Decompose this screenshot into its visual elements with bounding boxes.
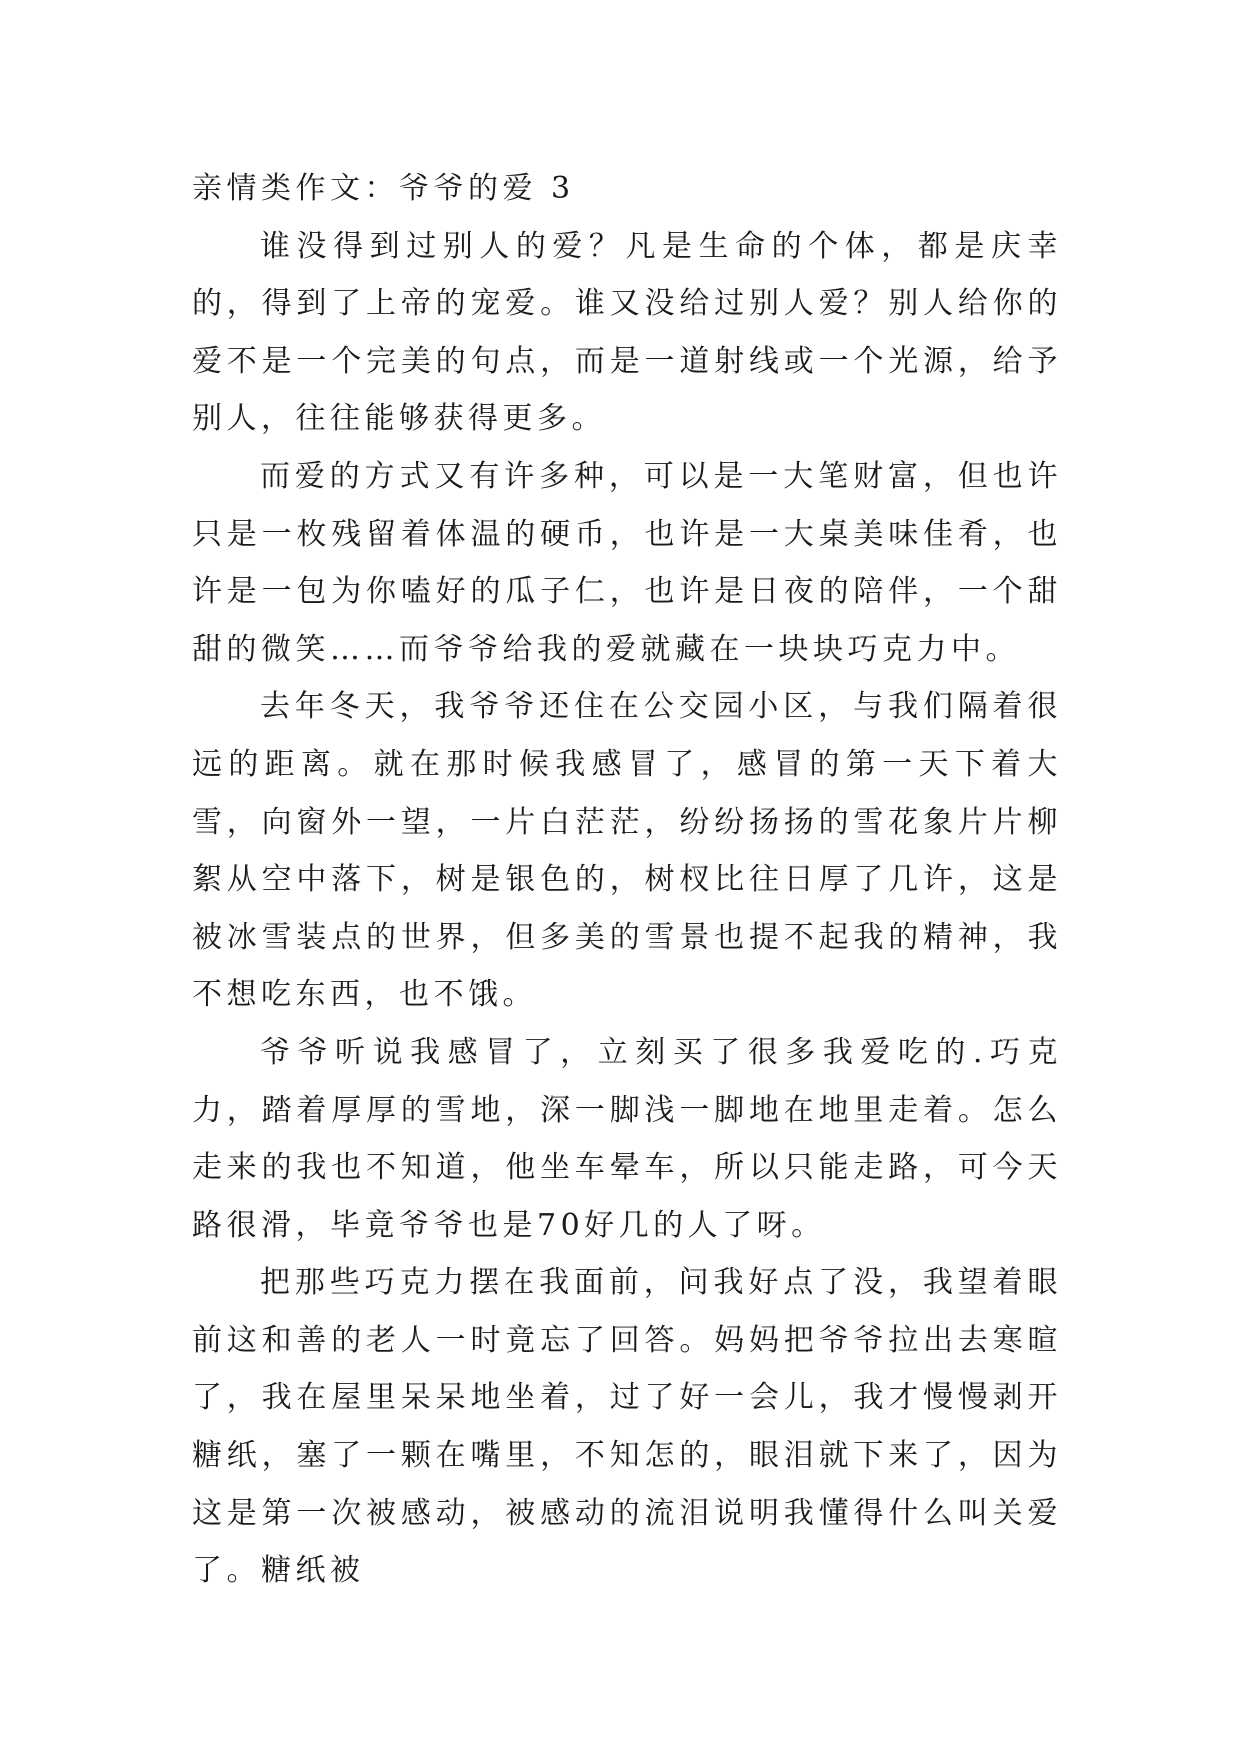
paragraph-2: 而爱的方式又有许多种，可以是一大笔财富，但也许只是一枚残留着体温的硬币，也许是一大桌美味佳肴，也许是一包为你嗑好的瓜子仁，也许是日夜的陪伴，一个甜甜的微笑……而爷爷给我的爱就藏在一块块巧克力中。 [192, 458, 1062, 667]
paragraph-4: 爷爷听说我感冒了，立刻买了很多我爱吃的.巧克力，踏着厚厚的雪地，深一脚浅一脚地在地里走着。怎么走来的我也不知道，他坐车晕车，所以只能走路，可今天路很滑，毕竟爷爷也是70好几的人了呀。 [192, 1034, 1062, 1243]
paragraph-3: 去年冬天，我爷爷还住在公交园小区，与我们隔着很远的距离。就在那时候我感冒了，感冒的第一天下着大雪，向窗外一望，一片白茫茫，纷纷扬扬的雪花象片片柳絮从空中落下，树是银色的，树杈比往日厚了几许，这是被冰雪装点的世界，但多美的雪景也提不起我的精神，我不想吃东西，也不饿。 [192, 689, 1062, 1013]
document-body [192, 160, 1062, 1600]
paragraph-1: 谁没得到过别人的爱？凡是生命的个体，都是庆幸的，得到了上帝的宠爱。谁又没给过别人爱？别人给你的爱不是一个完美的句点，而是一道射线或一个光源，给予别人，往往能够获得更多。 [192, 228, 1062, 437]
document-title: 亲情类作文：爷爷的爱 3 [192, 171, 575, 206]
paragraph-5: 把那些巧克力摆在我面前，问我好点了没，我望着眼前这和善的老人一时竟忘了回答。妈妈把爷爷拉出去寒暄了，我在屋里呆呆地坐着，过了好一会儿，我才慢慢剥开糖纸，塞了一颗在嘴里，不知怎的，眼泪就下来了，因为这是第一次被感动，被感动的流泪说明我懂得什么叫关爱了。糖纸被 [192, 1265, 1062, 1589]
